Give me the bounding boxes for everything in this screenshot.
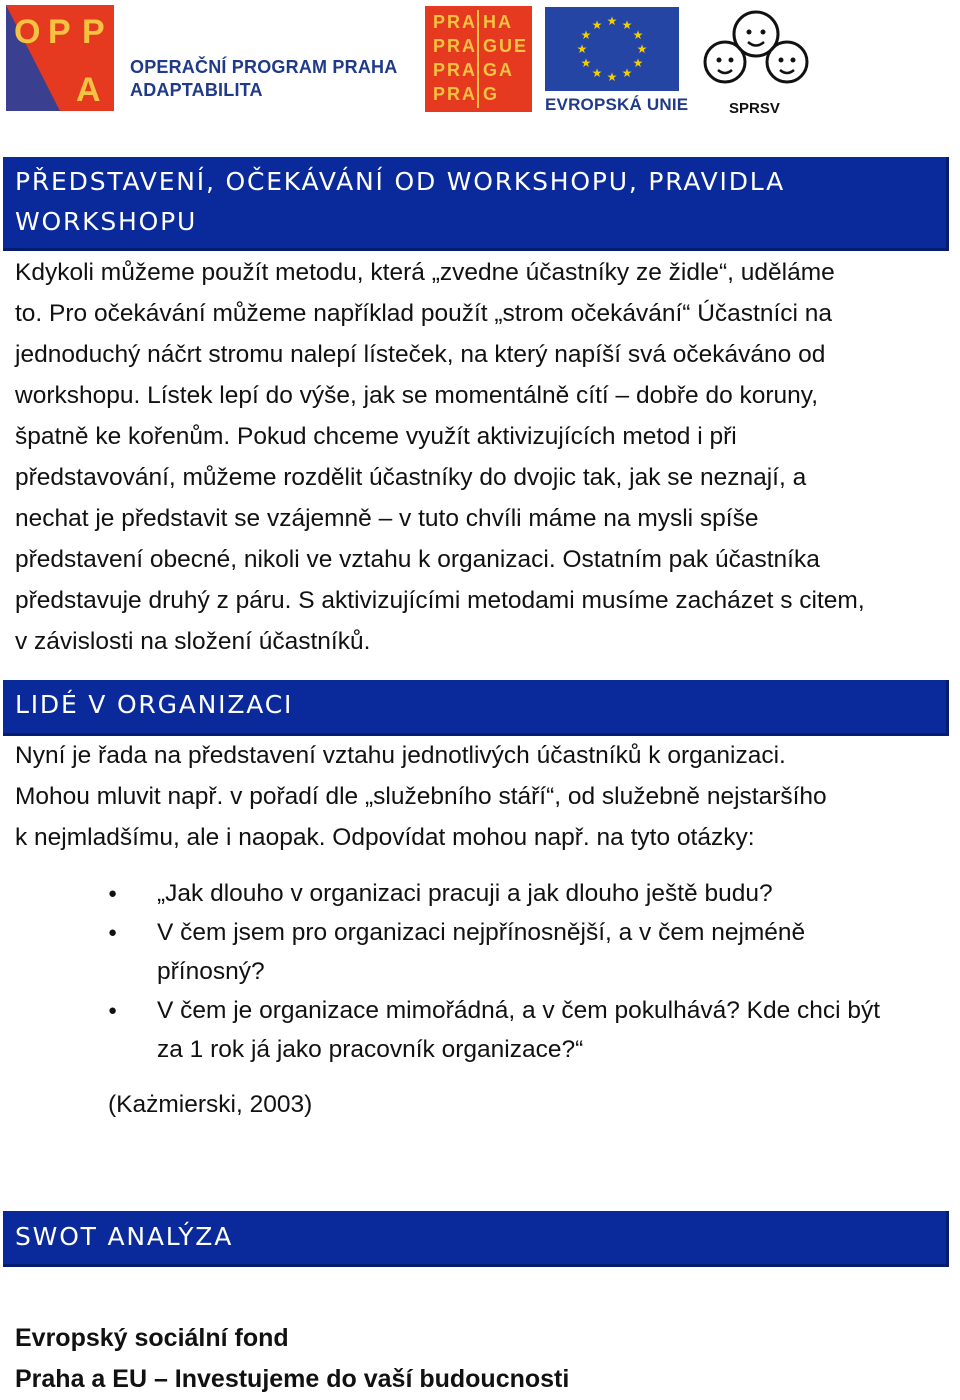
section-heading-swot: SWOT ANALÝZA (3, 1211, 949, 1267)
footer-line1: Evropský sociální fond (15, 1324, 289, 1352)
opp-letter-p1: P (48, 13, 71, 51)
body-line: představování, můžeme rozdělit účastníky do dvojic tak, jak se neznají, a (15, 464, 807, 491)
sprsv-label: SPRSV (729, 100, 780, 117)
svg-text:★: ★ (621, 66, 633, 80)
body-line: Kdykoli můžeme použít metodu, která „zvedne účastníky ze židle“, uděláme (15, 259, 835, 286)
body-line: workshopu. Lístek lepí do výše, jak se momentálně cítí – dobře do koruny, (15, 382, 819, 409)
citation: (Każmierski, 2003) (108, 1091, 313, 1118)
svg-text:★: ★ (632, 56, 644, 70)
body-line: představuje druhý z páru. S aktivizujícími metodami musíme zacházet s citem, (15, 587, 865, 614)
list-item (108, 991, 948, 1069)
praha-cell: PRA (433, 36, 478, 56)
body-line: v závislosti na složení účastníků. (15, 628, 371, 655)
svg-text:★: ★ (591, 66, 603, 80)
praha-cell: GUE (483, 36, 529, 56)
svg-text:★: ★ (591, 18, 603, 32)
question-list (108, 874, 948, 1069)
praha-cell: PRA (433, 12, 478, 32)
opp-line1: OPERAČNÍ PROGRAM PRAHA (130, 57, 398, 77)
svg-text:★: ★ (580, 28, 592, 42)
praha-cell: GA (483, 60, 514, 80)
body-line: to. Pro očekávání můžeme například použít „strom očekávání“ Účastníci na (15, 300, 833, 327)
footer-line2: Praha a EU – Investujeme do vaší budoucnosti (15, 1365, 570, 1393)
list-item-line: přínosný? (157, 958, 265, 985)
praha-logo (425, 6, 532, 112)
body-line: špatně ke kořenům. Pokud chceme využít aktivizujících metod i při (15, 423, 737, 450)
opp-letter-o: O (14, 13, 41, 51)
svg-text:★: ★ (621, 18, 633, 32)
list-item (108, 913, 948, 991)
page-footer (15, 1318, 569, 1400)
logo-bar (0, 0, 960, 130)
section-body-intro (15, 252, 950, 662)
eu-label: EVROPSKÁ UNIE (545, 95, 689, 114)
opp-line2: ADAPTABILITA (130, 80, 263, 100)
list-item-line: ● V čem jsem pro organizaci nejpřínosnější, a v čem nejméně (157, 919, 806, 946)
praha-cell: PRA (433, 60, 478, 80)
svg-text:★: ★ (636, 42, 648, 56)
section-body-people (15, 735, 950, 858)
list-item (108, 874, 948, 913)
svg-text:★: ★ (606, 14, 618, 28)
svg-text:★: ★ (606, 70, 618, 84)
svg-text:★: ★ (576, 42, 588, 56)
body-line: jednoduchý náčrt stromu nalepí lísteček, na který napíší svá očekáváno od (15, 341, 826, 368)
body-line: představení obecné, nikoli ve vztahu k organizaci. Ostatním pak účastníka (15, 546, 820, 573)
body-line: Mohou mluvit např. v pořadí dle „služebního stáří“, od služebně nejstaršího (15, 783, 827, 810)
praha-cell: HA (483, 12, 513, 32)
svg-text:★: ★ (580, 56, 592, 70)
svg-text:★: ★ (632, 28, 644, 42)
praha-cell: G (483, 84, 500, 104)
eu-flag-icon (545, 7, 679, 91)
body-line: nechat je představit se vzájemně – v tuto chvíli máme na mysli spíše (15, 505, 759, 532)
list-item-line: za 1 rok já jako pracovník organizace?“ (157, 1036, 584, 1063)
opp-letter-a: A (76, 71, 101, 109)
opp-letter-p2: P (82, 13, 105, 51)
section-heading-intro: PŘEDSTAVENÍ, OČEKÁVÁNÍ OD WORKSHOPU, PRAVIDLA WORKSHOPU (3, 157, 949, 251)
body-line: k nejmladšímu, ale i naopak. Odpovídat mohou např. na tyto otázky: (15, 824, 755, 851)
list-item-line: ● V čem je organizace mimořádná, a v čem pokulhává? Kde chci být (157, 997, 881, 1024)
section-heading-people: LIDÉ V ORGANIZACI (3, 680, 949, 736)
body-line: Nyní je řada na představení vztahu jednotlivých účastníků k organizaci. (15, 742, 786, 769)
opp-logo-mark (6, 5, 114, 111)
list-item-line: ● „Jak dlouho v organizaci pracuji a jak dlouho ještě budu? (157, 880, 773, 907)
praha-cell: PRA (433, 84, 478, 104)
opp-logo-text (130, 56, 397, 102)
